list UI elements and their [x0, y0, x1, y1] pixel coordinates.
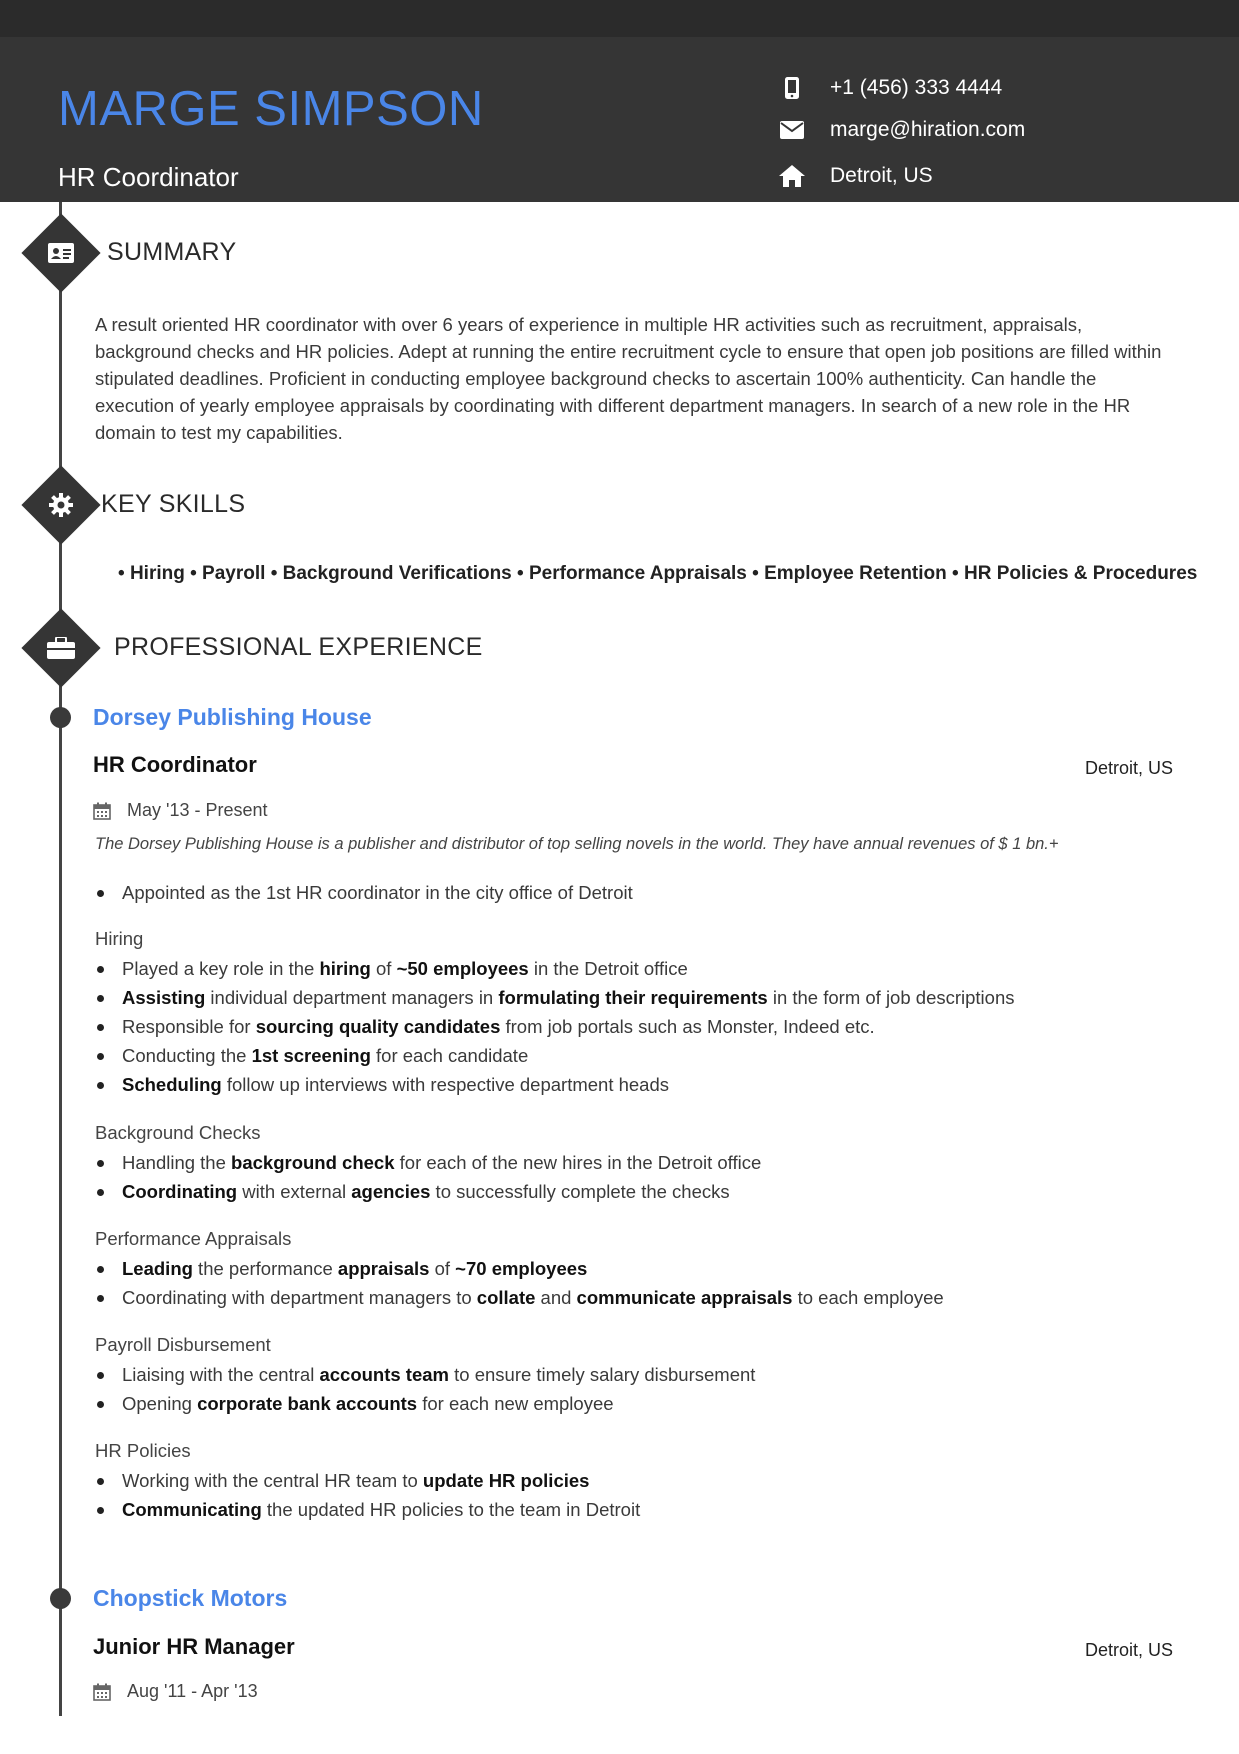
skill-item: Employee Retention [764, 563, 947, 584]
contact-location [778, 162, 933, 190]
skill-item: Performance Appraisals [528, 563, 747, 584]
bullet-bold-text: Scheduling [122, 1074, 222, 1095]
group-heading: HR Policies [95, 1440, 191, 1461]
gear-icon [44, 488, 78, 522]
home-icon [778, 162, 806, 190]
bullet-item [95, 1360, 1175, 1389]
bullet-bold-text: hiring [319, 958, 371, 979]
bullet-bold-text: Assisting [122, 987, 206, 1008]
bullet-text: the updated HR policies to the team in Detroit [261, 1499, 641, 1520]
calendar-icon [93, 802, 111, 820]
candidate-name: MARGE SIMPSON [58, 82, 484, 136]
bullet-text: Handling the [122, 1152, 232, 1173]
bullet-text: follow up interviews with respective department heads [221, 1074, 670, 1095]
timeline-dot [50, 1588, 71, 1609]
job-location: Detroit, US [1084, 758, 1173, 778]
intro-bullets [95, 878, 1175, 907]
job-dates-text: Aug '11 - Apr '13 [127, 1681, 258, 1701]
group-bullets [95, 1466, 1175, 1524]
bullet-item [95, 1148, 1175, 1177]
bullet-bold-text: Communicating [122, 1499, 262, 1520]
bullet-bold-text: sourcing quality candidates [255, 1016, 501, 1037]
bullet-text: for each candidate [370, 1045, 529, 1066]
group-background-checks [95, 1122, 1175, 1206]
group-heading: Payroll Disbursement [95, 1334, 271, 1355]
group-bullets [95, 954, 1175, 1099]
mobile-phone-icon [778, 74, 806, 102]
group-heading: Performance Appraisals [95, 1228, 292, 1249]
company-description: The Dorsey Publishing House is a publisher and distributor of top selling novels in the world. They have annual revenues of $ 1 bn.+ [95, 835, 1059, 853]
timeline-line [59, 202, 62, 1716]
skill-item: Background Verifications [282, 563, 512, 584]
bullet-item [95, 1012, 1175, 1041]
bullet-text: individual department managers in [205, 987, 499, 1008]
job-location: Detroit, US [1084, 1640, 1173, 1660]
group-payroll-disbursement [95, 1334, 1175, 1418]
bullet-bold-text: Coordinating [122, 1181, 238, 1202]
experience-title: PROFESSIONAL EXPERIENCE [114, 633, 483, 661]
bullet-text: Working with the central HR team to [122, 1470, 423, 1491]
job-dates-text: May '13 - Present [127, 800, 268, 820]
bullet-item [95, 878, 1175, 907]
bullet-bold-text: 1st screening [251, 1045, 371, 1066]
skill-separator: • [946, 563, 964, 584]
contact-phone [778, 74, 1002, 102]
bullet-item [95, 1283, 1175, 1312]
skill-separator: • [511, 563, 529, 584]
bullet-bold-text: agencies [351, 1181, 431, 1202]
bullet-item [95, 954, 1175, 983]
bullet-bold-text: accounts team [319, 1364, 449, 1385]
phone-text[interactable]: +1 (456) 333 4444 [830, 76, 1003, 99]
group-hiring [95, 928, 1175, 1099]
bullet-item [95, 1177, 1175, 1206]
bullet-text: Conducting the [122, 1045, 252, 1066]
bullet-text: the performance [192, 1258, 338, 1279]
bullet-text: to each employee [792, 1287, 944, 1308]
bullet-bold-text: communicate appraisals [576, 1287, 793, 1308]
bullet-item [95, 1254, 1175, 1283]
location-text: Detroit, US [830, 164, 933, 187]
candidate-role: HR Coordinator [58, 162, 239, 192]
bullet-bold-text: ~50 employees [396, 958, 529, 979]
skill-separator: • [746, 563, 765, 584]
bullet-text: Responsible for [122, 1016, 256, 1037]
bullet-text: and [535, 1287, 577, 1308]
bullet-text: Appointed as the 1st HR coordinator in the city office of Detroit [122, 882, 633, 903]
skill-separator: • [265, 563, 283, 584]
skill-item: Payroll [202, 563, 266, 584]
job-title: Junior HR Manager [93, 1634, 295, 1659]
company-name: Dorsey Publishing House [93, 704, 372, 730]
bullet-bold-text: collate [476, 1287, 536, 1308]
company-name: Chopstick Motors [93, 1585, 288, 1611]
group-performance-appraisals [95, 1228, 1175, 1312]
bullet-text: from job portals such as Monster, Indeed etc. [500, 1016, 875, 1037]
group-bullets [95, 1148, 1175, 1206]
bullet-item [95, 1389, 1175, 1418]
bullet-text: of [429, 1258, 456, 1279]
group-bullets [95, 1360, 1175, 1418]
group-heading: Background Checks [95, 1122, 261, 1143]
bullet-item [95, 1041, 1175, 1070]
skills-title: KEY SKILLS [101, 490, 246, 518]
resume-header [0, 0, 1239, 202]
job-dates [93, 1681, 258, 1702]
job-title: HR Coordinator [93, 752, 257, 777]
envelope-icon [778, 116, 806, 144]
bullet-text: in the form of job descriptions [767, 987, 1015, 1008]
skill-separator: • [184, 563, 203, 584]
group-bullets [95, 1254, 1175, 1312]
summary-text: A result oriented HR coordinator with over 6 years of experience in multiple HR activities such as recruitment, appraisals, background checks and HR policies. Adept at running the entire recruitment cycle to ensure that open job positions are filled within stipulated deadlines. Proficient in conducting employee background checks to ascertain 100% authenticity. Can handle the execution of yearly employee appraisals by coordinating with different department managers. In search of a new role in the HR domain to test my capabilities. [95, 314, 1162, 443]
bullet-text: for each of the new hires in the Detroit office [394, 1152, 762, 1173]
bullet-text: of [370, 958, 397, 979]
skill-item: Hiring [129, 563, 185, 584]
bullet-item [95, 1070, 1175, 1099]
contact-email [778, 116, 1025, 144]
bullet-item [95, 983, 1175, 1012]
bullet-text: to ensure timely salary disbursement [449, 1364, 756, 1385]
timeline-dot [50, 707, 71, 728]
job-intro [95, 878, 1175, 907]
bullet-bold-text: update HR policies [422, 1470, 590, 1491]
group-hr-policies [95, 1440, 1175, 1524]
bullet-bold-text: formulating their requirements [498, 987, 768, 1008]
bullet-bold-text: Leading [122, 1258, 193, 1279]
id-card-icon [44, 236, 78, 270]
bullet-text: Coordinating with department managers to [122, 1287, 477, 1308]
bullet-text: in the Detroit office [528, 958, 688, 979]
skill-separator: • [118, 563, 130, 584]
calendar-icon [93, 1683, 111, 1701]
bullet-text: Played a key role in the [122, 958, 320, 979]
briefcase-icon [44, 631, 78, 665]
group-heading: Hiring [95, 928, 144, 949]
bullet-bold-text: background check [231, 1152, 395, 1173]
bullet-bold-text: appraisals [337, 1258, 430, 1279]
bullet-bold-text: corporate bank accounts [197, 1393, 418, 1414]
bullet-text: with external [237, 1181, 352, 1202]
bullet-text: Opening [122, 1393, 198, 1414]
summary-title: SUMMARY [107, 238, 237, 266]
bullet-text: Liaising with the central [122, 1364, 320, 1385]
bullet-item [95, 1495, 1175, 1524]
bullet-text: to successfully complete the checks [430, 1181, 730, 1202]
skill-item: HR Policies & Procedures [963, 563, 1198, 584]
job-dates [93, 800, 268, 821]
bullet-text: for each new employee [417, 1393, 614, 1414]
bullet-item [95, 1466, 1175, 1495]
email-link[interactable]: marge@hiration.com [830, 118, 1026, 141]
bullet-bold-text: ~70 employees [455, 1258, 588, 1279]
skills-list [118, 563, 1197, 585]
